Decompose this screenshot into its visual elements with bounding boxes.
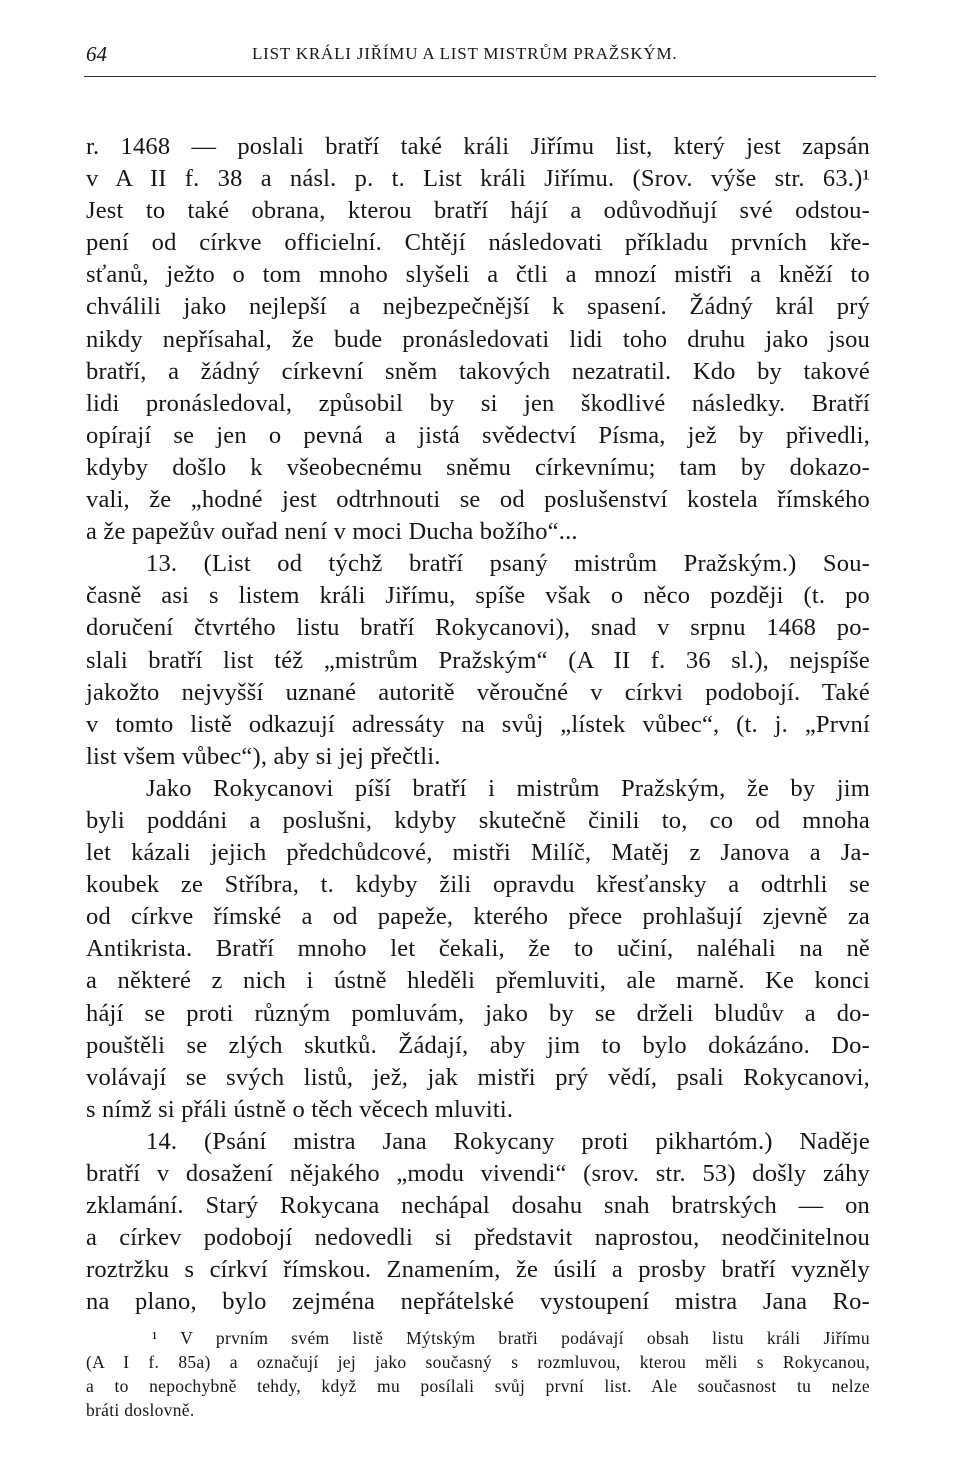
body-line: bratří, a žádný církevní sněm takových nezatratil. Kdo by takové xyxy=(86,357,870,385)
body-line: vali, že „hodné jest odtrhnouti se od poslušenství kostela římského xyxy=(86,486,870,514)
body-line: nikdy nepřísahal, že bude pronásledovati lidi toho druhu jako jsou xyxy=(86,325,870,353)
body-line: sťanů, ježto o tom mnoho slyšeli a čtli a mnozí mistři a kněží to xyxy=(86,261,870,289)
body-line: list všem vůbec“), aby si jej přečtli. xyxy=(86,742,441,770)
body-line: pouštěli se zlých skutků. Žádají, aby jim to bylo dokázáno. Do- xyxy=(86,1031,870,1059)
body-line: chválili jako nejlepší a nejbezpečnější k spasení. Žádný král prý xyxy=(86,293,870,321)
body-line: v tomto listě odkazují adressáty na svůj „lístek vůbec“, (t. j. „První xyxy=(86,710,870,738)
body-line: opírají se jen o pevná a jistá svědectví Písma, jež by přivedli, xyxy=(86,421,870,449)
paragraph-start-line: Jako Rokycanovi píší bratří i mistrům Pražským, že by jim xyxy=(146,774,870,802)
body-line: doručení čtvrtého listu bratří Rokycanovi), snad v srpnu 1468 po- xyxy=(86,614,870,642)
section-14-heading-line: 14. (Psání mistra Jana Rokycany proti pikhartóm.) Naděje xyxy=(146,1127,870,1155)
body-line: lidi pronásledoval, způsobil by si jen škodlivé následky. Bratří xyxy=(86,389,870,417)
body-line: od církve římské a od papeže, kterého přece prohlašují zjevně za xyxy=(86,903,870,931)
body-line: časně asi s listem králi Jiřímu, spíše však o něco později (t. po xyxy=(86,582,870,610)
page-number: 64 xyxy=(86,42,107,66)
footnote-line: bráti doslovně. xyxy=(86,1400,195,1420)
body-line: jakožto nejvyšší uznané autoritě věroučné v církvi podobojí. Také xyxy=(86,678,870,706)
body-line: r. 1468 — poslali bratří také králi Jiřímu list, který jest zapsán xyxy=(86,133,870,160)
body-line: byli poddáni a poslušni, kdyby skutečně činili to, co od mnoha xyxy=(86,806,870,834)
footnote xyxy=(86,1326,870,1422)
body-line: v A II f. 38 a násl. p. t. List králi Jiřímu. (Srov. výše str. 63.)¹ xyxy=(86,165,870,193)
body-line: bratří v dosažení nějakého „modu vivendi“ (srov. str. 53) došly záhy xyxy=(86,1160,870,1187)
body-line: let kázali jejich předchůdcové, mistři Milíč, Matěj z Janova a Ja- xyxy=(86,839,870,867)
body-line: Jest to také obrana, kterou bratří hájí a odůvodňují své odstou- xyxy=(86,197,870,225)
running-title: LIST KRÁLI JIŘÍMU A LIST MISTRŮM PRAŽSKÝM. xyxy=(252,44,678,63)
body-line: zklamání. Starý Rokycana nechápal dosahu snah bratrských — on xyxy=(86,1192,870,1220)
body-line: slali bratří list též „mistrům Pražským“ (A II f. 36 sl.), nejspíše xyxy=(86,646,870,674)
body-line: koubek ze Stříbra, t. kdyby žili opravdu křesťansky a odtrhli se xyxy=(86,871,870,899)
footnote-line: ¹ V prvním svém listě Mýtským bratři podávají obsah listu králi Jiřímu xyxy=(152,1328,870,1348)
body-line: a že papežův ouřad není v moci Ducha božího“... xyxy=(86,518,578,546)
body-line: hájí se proti různým pomluvám, jako by se drželi bludův a do- xyxy=(86,999,870,1027)
body-line: kdyby došlo k všeobecnému sněmu církevnímu; tam by dokazo- xyxy=(86,453,870,481)
body-line: a některé z nich i ústně hleděli přemluviti, ale marně. Ke konci xyxy=(86,967,870,995)
body-line: s nímž si přáli ústně o těch věcech mluviti. xyxy=(86,1095,514,1123)
header-rule xyxy=(84,76,876,77)
body-line: roztržku s církví římskou. Znamením, že úsilí a prosby bratří vyzněly xyxy=(86,1256,870,1284)
body-text xyxy=(86,131,870,1318)
section-13-heading-line: 13. (List od týchž bratří psaný mistrům Pražským.) Sou- xyxy=(146,550,870,578)
body-line: Antikrista. Bratří mnoho let čekali, že to učiní, naléhali na ně xyxy=(86,935,870,963)
body-line: a církev podobojí nedovedli si představit naprostou, neodčinitelnou xyxy=(86,1224,870,1252)
body-line: volávají se svých listů, jež, jak mistři prý vědí, psali Rokycanovi, xyxy=(86,1063,870,1091)
body-line: na plano, bylo zejména nepřátelské vystoupení mistra Jana Ro- xyxy=(86,1288,870,1316)
body-line: pení od církve officielní. Chtějí následovati příkladu prvních kře- xyxy=(86,229,870,257)
footnote-line: (A I f. 85a) a označují jej jako současný s rozmluvou, kterou měli s Rokycanou, xyxy=(86,1352,870,1372)
footnote-line: a to nepochybně tehdy, když mu posílali svůj první list. Ale současnost tu nelze xyxy=(86,1376,870,1396)
